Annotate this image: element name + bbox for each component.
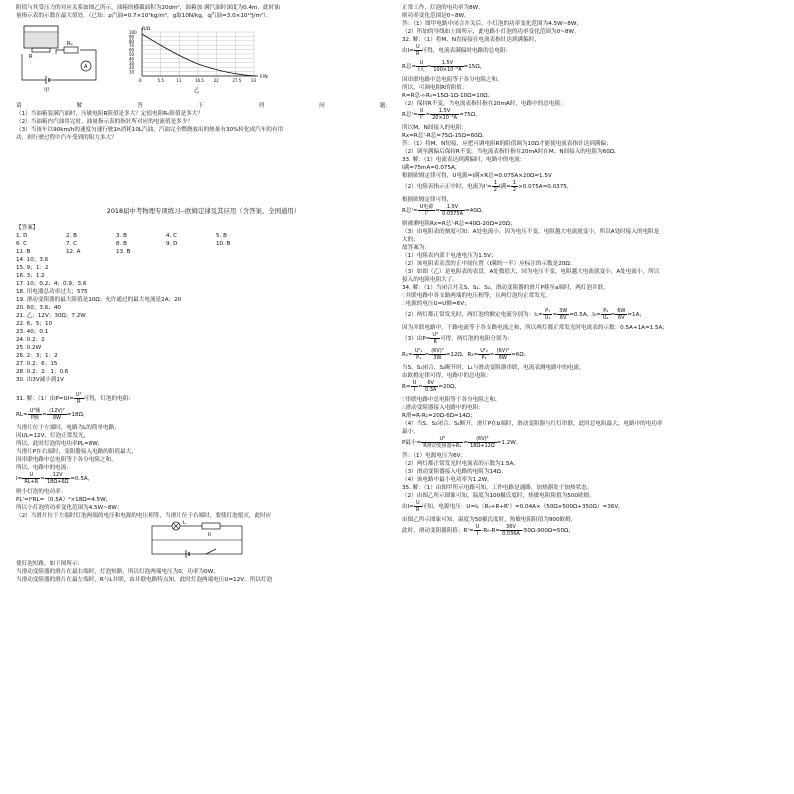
solution-line: （2）保持R不变，当电流表指针指在20mA时，电路中的总电阻： xyxy=(402,101,566,107)
meter-label: A xyxy=(84,64,88,70)
solution-line: 正常工作，灯泡的电功率为8W， xyxy=(402,5,484,11)
solution-line: 因为并联电路中，干路电流等于各支路电流之和，所以两灯都正常发光时电流表的示数：0.5A+1A=1.5A； xyxy=(402,325,668,331)
solution-line: （4）当S、S₂闭合、S₁断开，滑片P在b端时，滑动变阻器与红灯串联，此时总电阻最大，电路中的电功率 xyxy=(402,421,663,427)
answer-line: 19. 滑动变阻器的最大阻值是10Ω；允许通过的最大电流是2A；20 xyxy=(16,297,182,303)
answer-line: 17. 10；0.2；4；0.9；3.6 xyxy=(16,281,87,287)
solution-line: R=R总-r-R₀=15Ω-1Ω-10Ω=10Ω； xyxy=(402,93,494,99)
solution-line: （2）两灯都正常发光时电流表的示数为1.5A； xyxy=(402,461,519,467)
header-char: 下 xyxy=(197,103,204,109)
answers-list xyxy=(16,256,391,384)
answer-line: 30. 由3V减小到1V xyxy=(16,377,64,383)
figure-yi-label: 乙 xyxy=(194,88,200,94)
graph-x-tick: 33 xyxy=(251,78,257,83)
answer-item: 2. B xyxy=(66,233,77,239)
graph-x-tick: 22 xyxy=(213,78,219,83)
solution-line: 33. 解：（1）电流表达到满偏时，电路中的电流： xyxy=(402,157,526,163)
questions-header xyxy=(16,102,391,110)
solution-line: 根据欧姆定律可得，U电源=I满×R总=0.075A×20Ω=1.5V xyxy=(402,173,552,179)
r-label: R xyxy=(29,54,33,60)
solution-line: 当滑动变阻器的滑片在最左端时，R与L并联，由并联电路特点知，此时灯泡两端电压U=12V，所以灯泡 xyxy=(16,577,273,583)
answer-line: 20. 60；3.6；40 xyxy=(16,305,61,311)
answer-line: 16. 3；1.2 xyxy=(16,273,45,279)
answer-item: 7. C xyxy=(66,241,78,247)
answer-item: 12. A xyxy=(66,249,81,255)
answer-item: 4. C xyxy=(166,233,178,239)
formula-line: 此时，滑动变阻器阻值：R'= $\frac{U}{I}$ -R₀-R= $\frac{36V}{0.036A}$ -50Ω-900Ω=50Ω； xyxy=(402,524,574,537)
header-char: 答 xyxy=(137,103,143,109)
formula-line: 31. 解：（1）由P=UI= $\frac{\text{U²}}{R}$ 可得，灯泡的电阻： xyxy=(16,392,134,405)
solution-line: 所以M、N间接入的电阻： xyxy=(402,125,467,131)
answer-line: 23. 40；0.1 xyxy=(16,329,49,335)
graph-y-tick: 40 xyxy=(129,56,135,62)
right-column xyxy=(402,4,777,540)
solution-line: （4）该电路中最小电功率为1.2W。 xyxy=(402,477,493,483)
answer-item: 10. B xyxy=(216,241,231,247)
answer-line: 28. 0.2；2：1；0.6 xyxy=(16,369,69,375)
figure-circuit-2 xyxy=(16,520,391,560)
answer-line: 14. 10；3.6 xyxy=(16,257,49,263)
answer-line: 26. 2：3；1：2 xyxy=(16,353,58,359)
graph-y-tick: 50 xyxy=(129,52,135,57)
solution-line: 当S、S₁闭合、S₂断开时，L₁与滑动变阻器串联，电流表测电路中的电流， xyxy=(402,365,585,371)
solution-line: （3）滑动变阻器接入电路的电阻为14Ω； xyxy=(402,469,507,475)
intro-line: 量指示表的示数在最大值处．（已知：ρ汽油=0.7×10³kg/m³，g取10N/kg，q汽油=3.0×10¹⁰J/m³）． xyxy=(16,13,272,19)
solution-line: （2）所加的导线如上图所示，此电路小灯泡的功率变化范围为0~8W。 xyxy=(402,29,580,35)
solution-line: ∴滑动变阻器接入电路中的电阻： xyxy=(402,405,484,411)
graph-y-tick: 30 xyxy=(129,60,135,66)
solution-line: （2）当滑片位于左端时灯泡两端的电压和电源的电压相等，当滑片位于右端时，要使灯泡熄灭，此时应 xyxy=(16,513,272,519)
figure-jia-circuit xyxy=(16,24,126,96)
solution-line: 则被测电阻Rx=R总'-R总=40Ω-20Ω=20Ω； xyxy=(402,221,516,227)
answer-item: 8. B xyxy=(116,241,127,247)
lamp-label: L xyxy=(183,521,186,526)
solution-line: 最小， xyxy=(402,429,419,435)
solution-line: 所以，可调电阻R的阻值： xyxy=(402,85,468,91)
graph-y-tick: 100 xyxy=(129,30,137,35)
header-char: 列 xyxy=(258,103,265,109)
answer-item: 6. C xyxy=(16,241,28,247)
graph-y-tick: 20 xyxy=(129,65,135,71)
formula-line: （3）由P= $\frac{\text{U²}}{R}$ 可得，两灯泡的电阻分别为： xyxy=(402,332,513,345)
answer-line: 25. 0.2W xyxy=(16,345,42,351)
solution-line: 因UL=12V，灯泡正常发光， xyxy=(16,433,90,439)
answer-item: 3. B xyxy=(116,233,127,239)
solution-line: 答：（1）将M、N短接，应把可调电阻R的阻值调为10Ω才能使电流表指针达到满偏； xyxy=(402,141,612,147)
answer-line: 18. 用电器总功率过大；575 xyxy=(16,289,88,295)
solution-line: 所以，电路中的电流： xyxy=(16,465,72,471)
answer-line: 22. 6；5；10 xyxy=(16,321,53,327)
answers-row xyxy=(16,248,391,256)
answer-line: 15. 9；1：2 xyxy=(16,265,49,271)
r0-label: R₀ xyxy=(67,41,73,47)
graph-x-tick: 5.5 xyxy=(157,78,165,83)
solution-line: ∵串联电路中总电阻等于各分电阻之和， xyxy=(402,397,501,403)
graph-x-tick: 16.5 xyxy=(195,78,204,83)
solution-line: 接入的电阻电阻大了。 xyxy=(402,277,458,283)
solution-line: 故答案为： xyxy=(402,245,430,251)
graph-y-tick: 70 xyxy=(129,43,135,49)
formula-line: P最小= $\frac{\text{U²}}{\text{R滑动变阻器+R₁}}$ = $\frac{\text{(6V)²}}{18\Omega+12\Omega}$ =1.2W。 xyxy=(402,436,522,449)
solution-line: 所以小灯泡的功率变化范围为4.5W~8W； xyxy=(16,505,123,511)
formula-line: R总= $\frac{U}{\text{I大}}$ = $\frac{1.5V}{\text{100×10⁻³A}}$ =15Ω， xyxy=(402,60,486,73)
solution-line: 答：（1）电源电压为6V； xyxy=(402,453,467,459)
solution-line: （1）电阻表内部干电池电压为1.5V； xyxy=(402,253,497,259)
formula-line: I= $\frac{U}{RL+R}$ = $\frac{12V}{18\Omega+6\Omega}$ =0.5A， xyxy=(16,472,94,485)
solution-line: 当滑片P在右端时，变阻器接入电路的阻值最大， xyxy=(16,449,137,455)
graph-y-tick: 60 xyxy=(129,47,135,53)
solution-line: 35. 解：（1）由图甲所示电路可知，工作电路是通路，加热器处于加热状态。 xyxy=(402,485,593,491)
solution-line: 使灯泡短路，如下图所示： xyxy=(16,561,84,567)
question-line: （2）当油箱内汽油用完时，油量指示表的指针所对应的电流值是多少？ xyxy=(16,119,193,125)
answer-item: 9. D xyxy=(166,241,178,247)
solution-line: ∴电源的电压U=U额=6V； xyxy=(402,301,470,307)
figure-jia-label: 甲 xyxy=(44,88,50,94)
graph-x-tick: 11 xyxy=(176,78,182,83)
header-char: 题： xyxy=(379,103,391,109)
graph-y-tick: 80 xyxy=(129,38,135,44)
solution-line: 32. 解：（1）将M、N直接接在电流表指针达到满偏时， xyxy=(402,37,540,43)
figure-yi-graph xyxy=(128,24,278,96)
solution-line: ∵并联电路中各支路两端的电压相等，且两灯泡均正常发光， xyxy=(402,293,551,299)
formula-line: RL= $\frac{\text{U²额}}{\text{P额}}$ = $\frac{\text{(12V)²}}{8W}$ =18Ω， xyxy=(16,408,89,421)
answer-item: 1. D xyxy=(16,233,28,239)
solution-line: 当滑动变阻器的滑片在最右端时，灯泡短路，所以灯泡两端电压为0，功率为0W， xyxy=(16,569,219,575)
formula-line: （2）电阻表指示正中时，电流为I'= $\frac{1}{2}$ I满= $\frac{1}{2}$ ×0.075A=0.0375， xyxy=(402,180,573,193)
solution-line: （3）如图（乙）是电阻表的表盘，A处数值大，因为电压不变，电阻越大电流就变小，A处电流小，所以 xyxy=(402,269,660,275)
question-line: （1）当油箱装满汽油时，压敏电阻R阻值是多大？定值电阻R₀阻值是多大？ xyxy=(16,111,203,117)
short-circuit-diagram xyxy=(146,520,266,560)
answer-line: 24. 0.2；2 xyxy=(16,337,45,343)
question-line: （3）当该车以90km/h的速度匀速行驶1h消耗10L汽油，汽油完全燃烧放出的热量有30%转化成汽车的有用 xyxy=(16,127,284,133)
formula-line: R总'= $\frac{U}{I'}$ = $\frac{1.5V}{\text{20×10⁻³A}}$ =75Ω， xyxy=(402,108,481,121)
answer-line: 21. 乙；12V；30Ω；7.2W xyxy=(16,313,86,319)
header-char: 解 xyxy=(76,103,83,109)
solution-line: 大的； xyxy=(402,237,419,243)
formula-line: R总'= $\frac{\text{U电源}}{I'}$ = $\frac{1.5V}{0.0375A}$ =40Ω， xyxy=(402,204,487,217)
figure-row xyxy=(16,24,391,96)
solution-line: 由欧姆定律可得，电路中的总电阻： xyxy=(402,373,492,379)
graph-x-tick: 27.5 xyxy=(232,78,242,83)
solution-line: （2）调至满偏后保持R不变，当电流表指针指在20mA时在M、N间接入的电阻为60Ω。 xyxy=(402,149,620,155)
question-line: 功，则行驶过程中汽车受到的阻力多大？ xyxy=(16,135,117,141)
answer-item: 11. B xyxy=(16,249,31,255)
answer-item: 13. B xyxy=(116,249,131,255)
solution-line: I满=75mA=0.075A， xyxy=(402,165,461,171)
formula-line: 由I= $\frac{U}{R}$ 可得，电流表满偏时电路的总电阻： xyxy=(402,44,512,57)
solution-line: 因串联电路中总电阻等于各分电阻之和， xyxy=(16,457,117,463)
formula-line: 由I= $\frac{U}{R}$ 可知，电源电压：U=I₁（R₀+R+R'）=0.04A×（50Ω+500Ω+350Ω）=36V， xyxy=(402,500,624,513)
solution-line: R滑=R-R₁=20Ω-6Ω=14Ω； xyxy=(402,413,476,419)
solution-line: 因串联电路中总电阻等于各分电阻之和， xyxy=(402,77,503,83)
answers-row xyxy=(16,232,391,240)
graph-y-label: R/Ω xyxy=(142,27,151,32)
answer-line: 27. 0.2；6；15 xyxy=(16,361,58,367)
formula-line: R₁= $\frac{\text{U²₁}}{\text{P₁}}$ = $\frac{\text{(6V)²}}{3W}$ =12Ω，R₂= $\frac{\text{U²₂}}{\text{P₂}}$ = $\frac{\text{(6V)²}}{6W}$ =6Ω； xyxy=(402,348,530,361)
solution-line: （3）由电阻表的刻度可知：A处电流小，因为电压不变，电阻越大电流就变小，所以A处时接入的电阻是 xyxy=(402,229,660,235)
left-column xyxy=(16,4,391,584)
solution-line: 所以，此时灯泡的电功率PL=8W， xyxy=(16,441,104,447)
section-title: 2018届中考物理专项练习--欧姆定律及其应用（含答案、全国通用） xyxy=(106,207,301,215)
solution-line: PL'=I²RL=（0.5A）²×18Ω=4.5W， xyxy=(16,497,112,503)
answer-heading: 【答案】 xyxy=(16,225,39,231)
header-char: 请 xyxy=(16,103,22,109)
solution-line: Rx=R总'-R总=75Ω-15Ω=60Ω。 xyxy=(402,133,488,139)
graph-y-tick: 10 xyxy=(129,69,135,75)
solution-line: 34. 解：（1）当闭合开关S、S₁、S₂，滑动变阻器的滑片P移至a端时，两灯泡并联， xyxy=(402,285,609,291)
solution-line: 则小灯泡的电功率： xyxy=(16,489,67,495)
solution-line: （2）该电阻表表盘的正中间位置（I满的一半）应标注的示数是20Ω； xyxy=(402,261,576,267)
answers-row xyxy=(16,240,391,248)
graph-y-tick: 90 xyxy=(129,34,135,40)
answer-item: 5. B xyxy=(216,233,227,239)
solution-line: 由图乙所示图象可知，温度为50摄氏度时，热敏电阻阻值为900欧姆， xyxy=(402,517,577,523)
intro-line: 阻值与其受压力的对应关系如图乙所示，油箱的横截面积为20dm²，油箱加 满汽油时深度为0.4m，此时油 xyxy=(16,5,280,11)
formula-line: R= $\frac{U}{I}$ = $\frac{6V}{0.3A}$ =20Ω， xyxy=(402,380,460,393)
formula-line: （2）两灯都正常发光时，两灯泡的额定电流分别为：I₁= $\frac{\text{P₁}}{\text{U₁}}$ = $\frac{3W}{6V}$ =0.5A，I₂= $\frac{\text{P₂}}{\text{U₂}}$ = $\frac{6W}{6V}$ =1A； xyxy=(402,308,646,321)
solution-line: 根据欧姆定律可得， xyxy=(402,197,453,203)
graph-x-tick: 0 xyxy=(139,78,142,83)
header-char: 问 xyxy=(319,103,325,109)
graph-x-label: F/N xyxy=(260,75,268,80)
solution-line: （2）由图乙所示图象可知，温度为100摄氏度时，热敏电阻阻值为500欧姆， xyxy=(402,493,595,499)
solution-line: 当滑片位于左端时，电路为L的简单电路， xyxy=(16,425,120,431)
resistor-label: R xyxy=(208,533,212,538)
solution-line: 答：（1）图甲电路中闭合开关后，小灯泡的功率变化范围为4.5W~8W； xyxy=(402,21,582,27)
solution-line: 则功率变化范围是0~8W。 xyxy=(402,13,470,19)
